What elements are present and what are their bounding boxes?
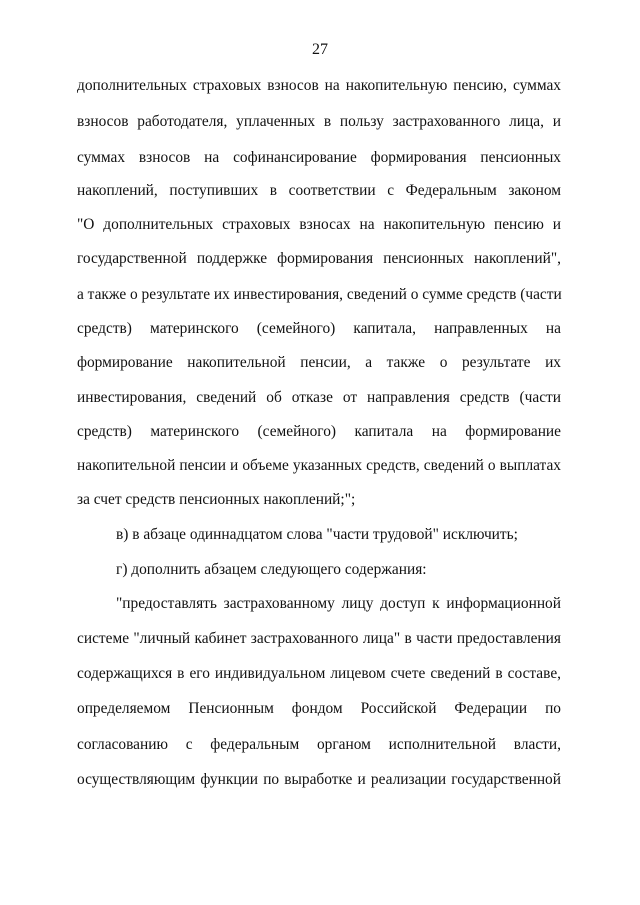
paragraph-item-g: г) дополнить абзацем следующего содержания: [116, 561, 427, 578]
text-line: инвестирования, сведений об отказе от направления средств (части [77, 389, 561, 406]
text-line: накопительной пенсии и объеме указанных средств, сведений о выплатах [77, 457, 561, 474]
text-line: системе "личный кабинет застрахованного лица" в части предоставления [77, 630, 561, 647]
text-line: взносов работодателя, уплаченных в пользу застрахованного лица, и [77, 113, 561, 130]
text-line: накоплений, поступивших в соответствии с Федеральным законом [77, 182, 561, 199]
text-line: "О дополнительных страховых взносах на накопительную пенсию и [77, 216, 561, 233]
text-line: дополнительных страховых взносов на накопительную пенсию, суммах [77, 77, 561, 94]
paragraph-item-v: в) в абзаце одиннадцатом слова "части трудовой" исключить; [116, 526, 518, 543]
text-line: суммах взносов на софинансирование формирования пенсионных [77, 149, 561, 166]
text-line: государственной поддержке формирования пенсионных накоплений", [77, 250, 561, 267]
text-line: осуществляющим функции по выработке и реализации государственной [77, 771, 561, 788]
text-line: согласованию с федеральным органом исполнительной власти, [77, 736, 561, 753]
text-line: формирование накопительной пенсии, а также о результате их [77, 354, 561, 371]
text-line: "предоставлять застрахованному лицу доступ к информационной [116, 595, 561, 612]
text-line: средств) материнского (семейного) капитала, направленных на [77, 320, 561, 337]
text-line: за счет средств пенсионных накоплений;"; [77, 491, 356, 508]
text-line: определяемом Пенсионным фондом Российской Федерации по [77, 700, 561, 717]
text-line: содержащихся в его индивидуальном лицевом счете сведений в составе, [77, 665, 561, 682]
text-line: а также о результате их инвестирования, сведений о сумме средств (части [77, 286, 562, 303]
page-number: 27 [312, 41, 328, 58]
text-line: средств) материнского (семейного) капитала на формирование [77, 423, 561, 440]
